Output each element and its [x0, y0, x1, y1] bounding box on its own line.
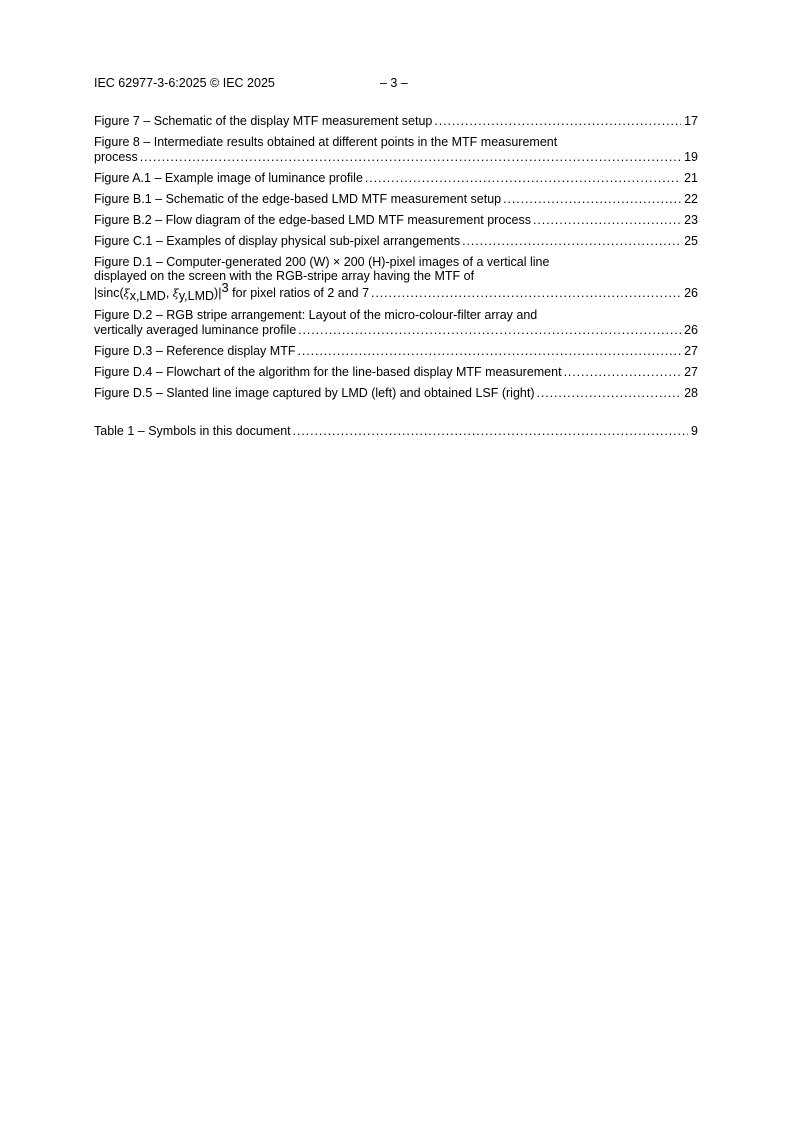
entry-title: Figure C.1 – Examples of display physical sub-pixel arrangements [94, 233, 461, 248]
dot-leader [298, 323, 681, 338]
entry-title-line: Figure D.1 – Computer-generated 200 (W) × 200 (H)-pixel images of a vertical line [94, 254, 550, 269]
entry-title: Figure 7 – Schematic of the display MTF measurement setup [94, 114, 433, 128]
entry-title: Figure B.2 – Flow diagram of the edge-based LMD MTF measurement process [94, 212, 531, 227]
toc-entry-table-1[interactable] [94, 424, 698, 439]
entry-title: process [94, 149, 138, 164]
formula-close: )| [214, 285, 222, 300]
entry-title-formula [94, 279, 370, 303]
entry-page-number: 21 [684, 170, 698, 185]
entry-title: Figure D.3 – Reference display MTF [94, 343, 296, 358]
dot-leader [365, 171, 681, 186]
formula-comma: , [165, 285, 173, 300]
dot-leader [564, 365, 682, 380]
toc-entry-figure-d1[interactable] [94, 255, 698, 302]
entry-page-number: 25 [684, 233, 698, 248]
entry-title: Table 1 – Symbols in this document [94, 423, 291, 438]
dot-leader [462, 234, 681, 249]
entry-page-number: 23 [684, 212, 698, 227]
entry-page-number: 27 [684, 343, 698, 358]
entry-title: Figure B.1 – Schematic of the edge-based LMD MTF measurement setup [94, 191, 502, 206]
entry-title: Figure A.1 – Example image of luminance profile [94, 170, 363, 185]
dot-leader [297, 344, 681, 359]
xi-symbol: ξ [172, 286, 179, 300]
section-spacer [94, 407, 698, 424]
entry-page-number: 26 [684, 322, 698, 337]
superscript-power: 3 [221, 279, 229, 295]
formula-prefix: |sinc( [94, 285, 124, 300]
entry-page-number: 27 [684, 364, 698, 379]
entry-page-number: 26 [684, 285, 698, 300]
dot-leader [503, 192, 681, 207]
dot-leader [537, 386, 682, 401]
toc-entry-figure-b2[interactable] [94, 213, 698, 228]
dot-leader [140, 150, 681, 165]
entry-title-line: Figure 8 – Intermediate results obtained at different points in the MTF measurement [94, 135, 558, 149]
toc-entry-figure-b1[interactable] [94, 192, 698, 207]
toc-entry-figure-d4[interactable] [94, 365, 698, 380]
toc-entry-figure-7[interactable] [94, 114, 698, 129]
formula-suffix: for pixel ratios of 2 and 7 [228, 285, 370, 300]
entry-title: Figure D.4 – Flowchart of the algorithm for the line-based display MTF measurement [94, 364, 562, 379]
entry-title-line: displayed on the screen with the RGB-stripe array having the MTF of [94, 269, 475, 283]
page-number: – 3 – [380, 76, 408, 90]
entry-page-number: 28 [684, 385, 698, 400]
toc-entry-figure-a1[interactable] [94, 171, 698, 186]
subscript-x: x,LMD [129, 288, 166, 303]
entry-page-number: 19 [684, 149, 698, 164]
entry-title: vertically averaged luminance profile [94, 322, 297, 337]
entry-page-number: 17 [684, 114, 698, 128]
dot-leader [371, 285, 681, 302]
entry-title-line: Figure D.2 – RGB stripe arrangement: Layout of the micro-colour-filter array and [94, 308, 538, 322]
dot-leader [293, 424, 688, 439]
toc-entry-figure-d3[interactable] [94, 344, 698, 359]
entry-page-number: 9 [691, 423, 698, 438]
xi-symbol: ξ [123, 286, 130, 300]
entry-title: Figure D.5 – Slanted line image captured by LMD (left) and obtained LSF (right) [94, 385, 535, 400]
toc-entry-figure-8[interactable] [94, 135, 698, 164]
toc-entry-figure-c1[interactable] [94, 234, 698, 249]
toc-entry-figure-d2[interactable] [94, 308, 698, 337]
page-header [94, 76, 494, 91]
dot-leader [533, 213, 681, 228]
toc-entry-figure-d5[interactable] [94, 386, 698, 401]
subscript-y: y,LMD [178, 288, 215, 303]
list-of-figures-and-tables [94, 114, 698, 445]
entry-page-number: 22 [684, 191, 698, 206]
dot-leader [434, 114, 681, 129]
document-identifier: IEC 62977-3-6:2025 © IEC 2025 [94, 76, 275, 90]
